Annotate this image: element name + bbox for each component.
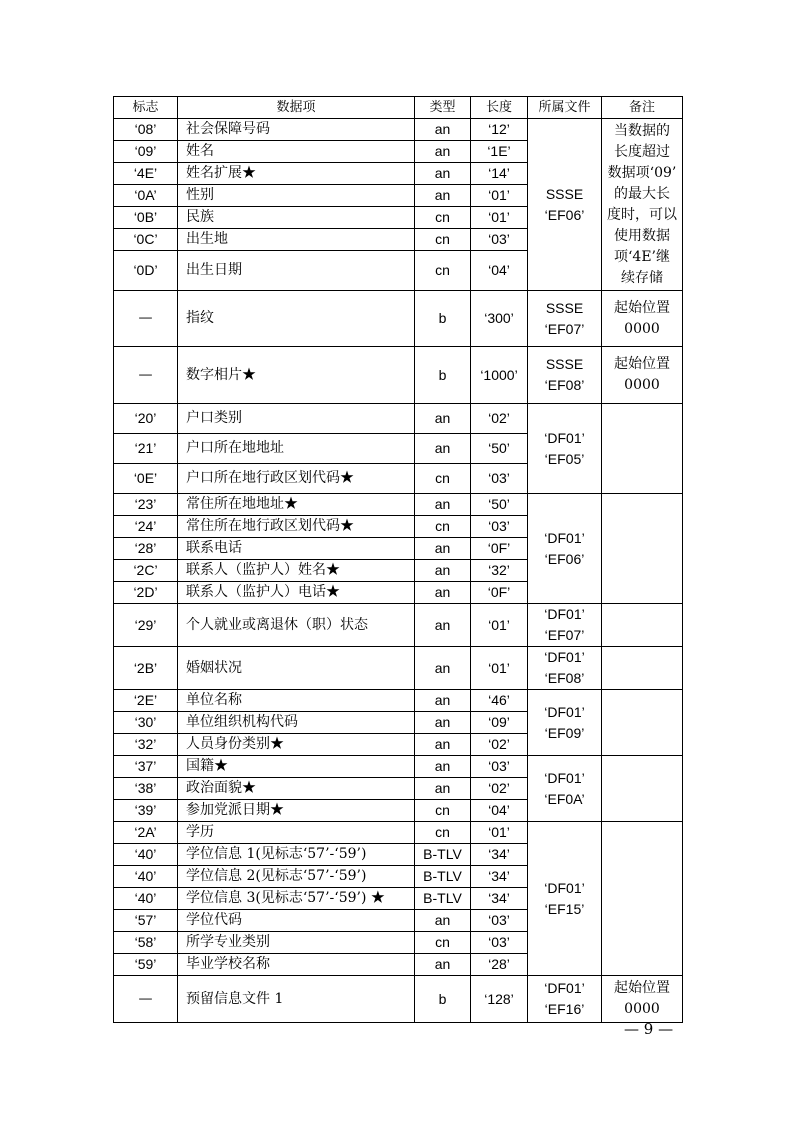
cell-tag: ‘57’	[114, 910, 178, 932]
cell-tag: ‘20’	[114, 404, 178, 434]
cell-file: ‘DF01’ ‘EF05’	[528, 404, 602, 494]
header-file: 所属文件	[528, 97, 602, 119]
cell-item: 毕业学校名称	[178, 954, 415, 976]
table-row	[114, 822, 683, 844]
table-row	[114, 347, 683, 404]
cell-tag: ‘37’	[114, 756, 178, 778]
cell-note-empty	[602, 494, 683, 604]
cell-tag: ‘21’	[114, 434, 178, 464]
cell-length: ‘0F’	[471, 582, 528, 604]
cell-item: 学位代码	[178, 910, 415, 932]
header-tag: 标志	[114, 97, 178, 119]
cell-length: ‘01’	[471, 604, 528, 647]
cell-length: ‘1000’	[471, 347, 528, 404]
cell-type: an	[415, 582, 471, 604]
table-header-row	[114, 97, 683, 119]
cell-type: an	[415, 712, 471, 734]
cell-length: ‘128’	[471, 976, 528, 1023]
cell-tag: ‘0B’	[114, 207, 178, 229]
cell-length: ‘03’	[471, 932, 528, 954]
cell-tag: ‘38’	[114, 778, 178, 800]
cell-length: ‘03’	[471, 910, 528, 932]
cell-item: 民族	[178, 207, 415, 229]
cell-item: 学位信息 1(见标志‘57’-‘59’)	[178, 844, 415, 866]
table-row	[114, 976, 683, 1023]
cell-note: 起始位置 0000	[602, 291, 683, 347]
cell-item: 婚姻状况	[178, 647, 415, 690]
cell-note-empty	[602, 822, 683, 976]
table-row	[114, 756, 683, 778]
cell-type: B-TLV	[415, 866, 471, 888]
cell-item: 姓名	[178, 141, 415, 163]
cell-note: 起始位置 0000	[602, 976, 683, 1023]
cell-tag: ‘4E’	[114, 163, 178, 185]
cell-item: 人员身份类别★	[178, 734, 415, 756]
cell-type: an	[415, 119, 471, 141]
cell-type: an	[415, 494, 471, 516]
cell-note-empty	[602, 756, 683, 822]
cell-length: ‘14’	[471, 163, 528, 185]
cell-file: ‘DF01’ ‘EF15’	[528, 822, 602, 976]
cell-item: 政治面貌★	[178, 778, 415, 800]
cell-tag: ‘23’	[114, 494, 178, 516]
cell-note-empty	[602, 404, 683, 494]
cell-type: an	[415, 954, 471, 976]
cell-type: b	[415, 976, 471, 1023]
header-item: 数据项	[178, 97, 415, 119]
cell-item: 联系人（监护人）姓名★	[178, 560, 415, 582]
cell-type: B-TLV	[415, 844, 471, 866]
cell-item: 出生日期	[178, 251, 415, 291]
cell-length: ‘03’	[471, 464, 528, 494]
cell-file: SSSE ‘EF07’	[528, 291, 602, 347]
cell-length: ‘01’	[471, 207, 528, 229]
cell-item: 社会保障号码	[178, 119, 415, 141]
cell-note-empty	[602, 647, 683, 690]
cell-tag: ‘28’	[114, 538, 178, 560]
cell-type: cn	[415, 822, 471, 844]
cell-length: ‘01’	[471, 822, 528, 844]
cell-type: cn	[415, 516, 471, 538]
cell-file: ‘DF01’ ‘EF0A’	[528, 756, 602, 822]
table-row	[114, 647, 683, 690]
cell-type: cn	[415, 229, 471, 251]
cell-type: an	[415, 434, 471, 464]
cell-tag: ‘2C’	[114, 560, 178, 582]
cell-note-empty	[602, 604, 683, 647]
cell-type: B-TLV	[415, 888, 471, 910]
cell-length: ‘03’	[471, 756, 528, 778]
cell-type: an	[415, 690, 471, 712]
header-type: 类型	[415, 97, 471, 119]
cell-item: 户口所在地地址	[178, 434, 415, 464]
cell-length: ‘02’	[471, 778, 528, 800]
cell-type: b	[415, 291, 471, 347]
cell-length: ‘1E’	[471, 141, 528, 163]
cell-length: ‘34’	[471, 844, 528, 866]
table-row	[114, 404, 683, 434]
cell-item: 国籍★	[178, 756, 415, 778]
cell-file: ‘DF01’ ‘EF07’	[528, 604, 602, 647]
table-row	[114, 119, 683, 141]
cell-tag: ‘29’	[114, 604, 178, 647]
cell-item: 所学专业类别	[178, 932, 415, 954]
cell-item: 个人就业或离退休（职）状态	[178, 604, 415, 647]
cell-length: ‘03’	[471, 516, 528, 538]
cell-type: b	[415, 347, 471, 404]
cell-item: 常住所在地行政区划代码★	[178, 516, 415, 538]
cell-tag: —	[114, 976, 178, 1023]
cell-length: ‘34’	[471, 866, 528, 888]
cell-length: ‘46’	[471, 690, 528, 712]
cell-type: an	[415, 778, 471, 800]
cell-item: 户口类别	[178, 404, 415, 434]
cell-type: an	[415, 604, 471, 647]
cell-tag: ‘0A’	[114, 185, 178, 207]
cell-item: 数字相片★	[178, 347, 415, 404]
cell-item: 学历	[178, 822, 415, 844]
cell-type: an	[415, 538, 471, 560]
cell-tag: ‘40’	[114, 866, 178, 888]
cell-length: ‘02’	[471, 404, 528, 434]
table-row	[114, 690, 683, 712]
cell-length: ‘04’	[471, 800, 528, 822]
cell-item: 联系电话	[178, 538, 415, 560]
cell-length: ‘300’	[471, 291, 528, 347]
cell-type: an	[415, 560, 471, 582]
cell-type: cn	[415, 800, 471, 822]
table-row	[114, 604, 683, 647]
cell-item: 学位信息 3(见标志‘57’-‘59’) ★	[178, 888, 415, 910]
cell-type: an	[415, 185, 471, 207]
cell-length: ‘28’	[471, 954, 528, 976]
data-items-table	[113, 96, 683, 1023]
cell-type: cn	[415, 251, 471, 291]
cell-type: an	[415, 163, 471, 185]
cell-tag: ‘40’	[114, 888, 178, 910]
cell-tag: ‘2B’	[114, 647, 178, 690]
cell-tag: ‘2D’	[114, 582, 178, 604]
cell-type: an	[415, 756, 471, 778]
cell-length: ‘12’	[471, 119, 528, 141]
cell-tag: ‘59’	[114, 954, 178, 976]
cell-item: 姓名扩展★	[178, 163, 415, 185]
cell-item: 出生地	[178, 229, 415, 251]
cell-length: ‘04’	[471, 251, 528, 291]
cell-length: ‘03’	[471, 229, 528, 251]
cell-tag: ‘09’	[114, 141, 178, 163]
cell-tag: ‘39’	[114, 800, 178, 822]
cell-length: ‘50’	[471, 434, 528, 464]
header-note: 备注	[602, 97, 683, 119]
cell-tag: ‘2E’	[114, 690, 178, 712]
cell-length: ‘0F’	[471, 538, 528, 560]
cell-type: an	[415, 647, 471, 690]
cell-length: ‘02’	[471, 734, 528, 756]
cell-file: SSSE ‘EF08’	[528, 347, 602, 404]
cell-type: cn	[415, 207, 471, 229]
table-row	[114, 291, 683, 347]
cell-file: SSSE ‘EF06’	[528, 119, 602, 291]
cell-note-empty	[602, 690, 683, 756]
cell-item: 性别	[178, 185, 415, 207]
cell-type: an	[415, 404, 471, 434]
cell-type: cn	[415, 464, 471, 494]
cell-tag: ‘30’	[114, 712, 178, 734]
cell-tag: ‘2A’	[114, 822, 178, 844]
cell-item: 联系人（监护人）电话★	[178, 582, 415, 604]
cell-item: 户口所在地行政区划代码★	[178, 464, 415, 494]
cell-tag: ‘32’	[114, 734, 178, 756]
cell-type: an	[415, 910, 471, 932]
cell-tag: ‘0D’	[114, 251, 178, 291]
cell-tag: ‘40’	[114, 844, 178, 866]
cell-file: ‘DF01’ ‘EF06’	[528, 494, 602, 604]
cell-type: an	[415, 734, 471, 756]
cell-item: 学位信息 2(见标志‘57’-‘59’)	[178, 866, 415, 888]
cell-tag: —	[114, 347, 178, 404]
cell-tag: ‘0E’	[114, 464, 178, 494]
cell-tag: ‘08’	[114, 119, 178, 141]
cell-item: 指纹	[178, 291, 415, 347]
cell-length: ‘32’	[471, 560, 528, 582]
header-length: 长度	[471, 97, 528, 119]
cell-length: ‘01’	[471, 185, 528, 207]
page-number: — 9 —	[624, 1020, 674, 1038]
cell-note: 起始位置 0000	[602, 347, 683, 404]
cell-note: 当数据的 长度超过 数据项‘09’ 的最大长 度时，可以 使用数据 项‘4E’继 续存储	[602, 119, 683, 291]
cell-tag: ‘0C’	[114, 229, 178, 251]
cell-item: 单位组织机构代码	[178, 712, 415, 734]
table-row	[114, 494, 683, 516]
cell-tag: ‘58’	[114, 932, 178, 954]
cell-type: an	[415, 141, 471, 163]
cell-tag: ‘24’	[114, 516, 178, 538]
cell-length: ‘01’	[471, 647, 528, 690]
cell-item: 常住所在地地址★	[178, 494, 415, 516]
cell-tag: —	[114, 291, 178, 347]
cell-length: ‘09’	[471, 712, 528, 734]
cell-type: cn	[415, 932, 471, 954]
cell-file: ‘DF01’ ‘EF16’	[528, 976, 602, 1023]
cell-item: 单位名称	[178, 690, 415, 712]
cell-file: ‘DF01’ ‘EF09’	[528, 690, 602, 756]
cell-file: ‘DF01’ ‘EF08’	[528, 647, 602, 690]
cell-length: ‘50’	[471, 494, 528, 516]
cell-item: 预留信息文件 1	[178, 976, 415, 1023]
cell-item: 参加党派日期★	[178, 800, 415, 822]
cell-length: ‘34’	[471, 888, 528, 910]
